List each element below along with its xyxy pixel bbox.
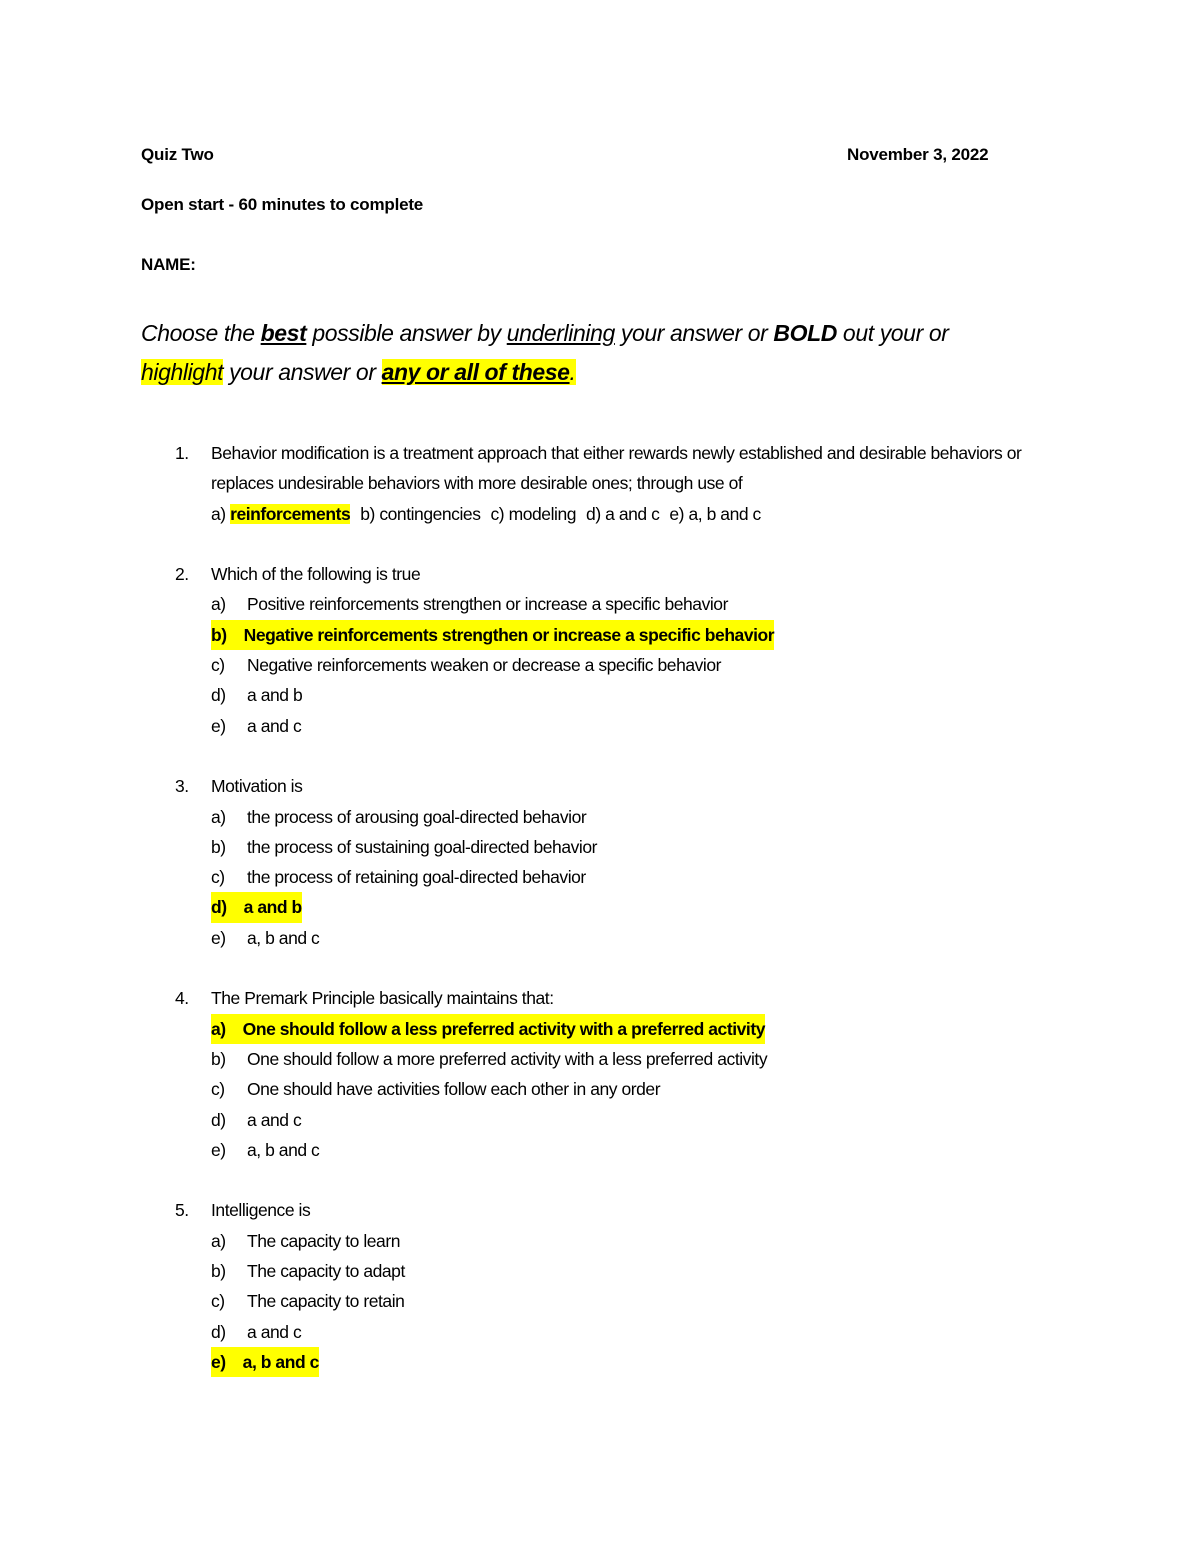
instr-underlining: underlining [506, 320, 615, 346]
option-text: a, b and c [247, 1139, 320, 1160]
answer-option-b[interactable] [211, 832, 1061, 862]
option-text: Positive reinforcements strengthen or increase a specific behavior [247, 594, 728, 615]
question-line [141, 438, 1061, 529]
option-letter: c) [211, 867, 225, 888]
question-number-cell [141, 771, 211, 801]
option-text: The capacity to adapt [247, 1261, 405, 1282]
instr-period: . [569, 359, 576, 385]
instr-bold: BOLD [773, 320, 837, 346]
answer-option-a[interactable] [211, 802, 1061, 832]
question-text-content: Behavior modification is a treatment approach that either rewards newly established and desirable behaviors or replaces undesirable behaviors with more desirable ones; through use of [211, 443, 1022, 494]
option-letter: a) [211, 806, 226, 827]
option-text: a and b [244, 892, 302, 922]
option-letter: b) [211, 1048, 226, 1069]
question-text-content: The Premark Principle basically maintains that: [211, 988, 554, 1009]
question-list [141, 438, 1061, 1408]
answer-option-e[interactable] [669, 504, 760, 524]
option-letter: c) [490, 503, 505, 524]
option-letter: c) [211, 1079, 225, 1100]
question-number-cell [141, 559, 211, 589]
option-text: a, b and c [247, 927, 320, 948]
option-letter: e) [211, 1347, 243, 1377]
question-2 [141, 559, 1061, 741]
inline-options [211, 499, 1061, 529]
answer-option-a[interactable] [211, 504, 350, 524]
question-number: 2. [175, 564, 189, 585]
option-letter: a) [211, 503, 226, 524]
answer-option-a[interactable] [211, 1226, 1061, 1256]
option-text: Negative reinforcements weaken or decrease a specific behavior [247, 655, 722, 676]
question-number: 5. [175, 1200, 189, 1221]
option-letter: d) [211, 1109, 226, 1130]
instr-text: your answer or [223, 359, 382, 385]
option-text: the process of retaining goal-directed behavior [247, 867, 586, 888]
question-text [211, 771, 1061, 801]
option-text: reinforcements [230, 503, 351, 524]
option-text: a and c [605, 503, 660, 524]
quiz-date: November 3, 2022 [847, 145, 989, 164]
question-line [141, 1195, 1061, 1225]
name-label: NAME: [141, 255, 196, 274]
option-letter: b) [360, 503, 375, 524]
option-letter: b) [211, 836, 226, 857]
answer-option-d[interactable] [586, 504, 659, 524]
question-number: 4. [175, 988, 189, 1009]
question-text-content: Which of the following is true [211, 564, 421, 585]
answer-option-e[interactable] [211, 923, 1061, 953]
answer-option-c[interactable] [491, 504, 577, 524]
option-text: the process of sustaining goal-directed behavior [247, 836, 598, 857]
question-text [211, 1195, 1061, 1225]
option-letter: e) [211, 1139, 226, 1160]
answer-option-e[interactable] [211, 711, 1061, 741]
question-number: 1. [175, 443, 189, 463]
option-text: the process of arousing goal-directed behavior [247, 806, 587, 827]
question-number-cell [141, 438, 211, 529]
question-line [141, 771, 1061, 801]
question-line [141, 559, 1061, 589]
option-text: One should follow a more preferred activity with a less preferred activity [247, 1048, 768, 1069]
option-text: a and c [247, 715, 302, 736]
option-letter: a) [211, 1014, 243, 1044]
option-letter: e) [211, 927, 226, 948]
option-text: contingencies [379, 503, 481, 524]
option-text: The capacity to retain [247, 1291, 405, 1312]
answer-option-e[interactable] [211, 1135, 1061, 1165]
answer-option-c[interactable] [211, 1286, 1061, 1316]
question-number-cell [141, 1195, 211, 1225]
instr-best: best [260, 320, 307, 346]
option-text: One should follow a less preferred activity with a preferred activity [243, 1014, 765, 1044]
instructions [141, 314, 1061, 392]
question-number-cell [141, 983, 211, 1013]
answer-option-b[interactable] [211, 1256, 1061, 1286]
answer-option-d[interactable] [211, 680, 1061, 710]
answer-option-e[interactable] [211, 1347, 1061, 1377]
answer-option-d[interactable] [211, 1317, 1061, 1347]
answer-option-d[interactable] [211, 1105, 1061, 1135]
option-text: modeling [508, 503, 577, 524]
option-text: Negative reinforcements strengthen or increase a specific behavior [244, 620, 775, 650]
option-letter: a) [211, 1230, 226, 1251]
quiz-subtitle: Open start - 60 minutes to complete [141, 195, 424, 214]
answer-option-c[interactable] [211, 650, 1061, 680]
quiz-title: Quiz Two [141, 145, 214, 164]
question-4 [141, 983, 1061, 1165]
option-letter: d) [211, 685, 226, 706]
option-letter: c) [211, 655, 225, 676]
question-line [141, 983, 1061, 1013]
option-letter: b) [211, 620, 244, 650]
instr-text: Choose the [141, 320, 261, 346]
question-3 [141, 771, 1061, 953]
option-text: a and c [247, 1109, 302, 1130]
option-text: a and c [247, 1321, 302, 1342]
option-letter: a) [211, 594, 226, 615]
answer-option-b[interactable] [211, 1044, 1061, 1074]
question-1 [141, 438, 1061, 529]
answer-option-d[interactable] [211, 892, 1061, 922]
instr-text: your answer or [614, 320, 774, 346]
option-letter: d) [586, 503, 601, 524]
option-letter: d) [211, 892, 244, 922]
instr-text: out your or [836, 320, 949, 346]
option-letter: e) [669, 503, 685, 524]
option-letter: d) [211, 1321, 226, 1342]
option-text: a, b and c [243, 1347, 319, 1377]
option-text: One should have activities follow each other in any order [247, 1079, 661, 1100]
instr-highlight: highlight [141, 359, 224, 385]
option-letter: b) [211, 1261, 226, 1282]
option-text: a and b [247, 685, 303, 706]
answer-option-a[interactable] [211, 1014, 1061, 1044]
option-letter: c) [211, 1291, 225, 1312]
question-number: 3. [175, 776, 189, 797]
option-letter: e) [211, 715, 226, 736]
question-text [211, 983, 1061, 1013]
question-text-content: Motivation is [211, 776, 303, 797]
question-text [211, 559, 1061, 589]
option-text: The capacity to learn [247, 1230, 400, 1251]
answer-option-c[interactable] [211, 1074, 1061, 1104]
option-text: a, b and c [688, 503, 761, 524]
answer-option-a[interactable] [211, 589, 1061, 619]
answer-option-b[interactable] [360, 504, 480, 524]
question-5 [141, 1195, 1061, 1377]
instr-text: possible answer by [306, 320, 507, 346]
question-text [211, 438, 1061, 529]
answer-option-b[interactable] [211, 620, 1061, 650]
answer-option-c[interactable] [211, 862, 1061, 892]
instr-any-or-all: any or all of these [381, 359, 570, 385]
question-text-content: Intelligence is [211, 1200, 311, 1221]
